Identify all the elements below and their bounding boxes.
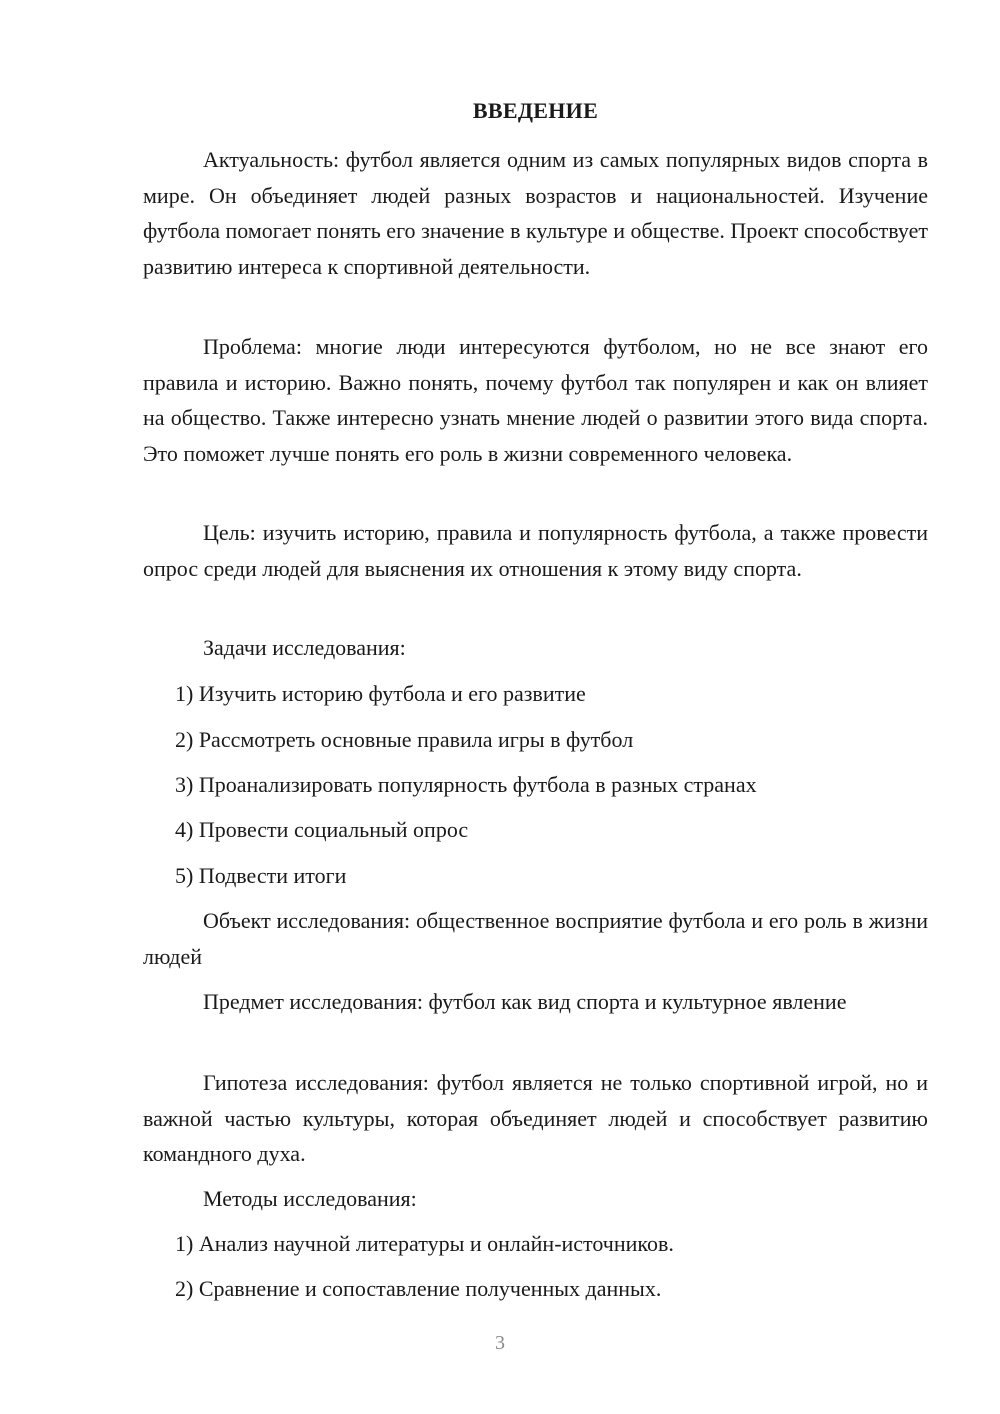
subject-paragraph: Предмет исследования: футбол как вид спорта и культурное явление <box>203 989 847 1014</box>
hypothesis-paragraph: Гипотеза исследования: футбол является не только спортивной игрой, но и важной частью культуры, которая объединяет людей и способствует развитию командного духа. <box>143 1070 928 1166</box>
page-number: 3 <box>495 1332 505 1354</box>
goal-paragraph: Цель: изучить историю, правила и популярность футбола, а также провести опрос среди людей для выяснения их отношения к этому виду спорта. <box>143 520 928 581</box>
task-item: 4) Провести социальный опрос <box>175 817 469 842</box>
problem-paragraph: Проблема: многие люди интересуются футболом, но не все знают его правила и историю. Важно понять, почему футбол так популярен и как он влияет на общество. Также интересно узнать мнение людей о развитии этого вида спорта. Это поможет лучше понять его роль в жизни современного человека. <box>143 334 928 466</box>
method-item: 1) Анализ научной литературы и онлайн-источников. <box>175 1231 674 1256</box>
task-item: 5) Подвести итоги <box>175 863 347 888</box>
task-item: 3) Проанализировать популярность футбола в разных странах <box>175 772 757 797</box>
method-item: 2) Сравнение и сопоставление полученных данных. <box>175 1276 662 1301</box>
relevance-paragraph: Актуальность: футбол является одним из самых популярных видов спорта в мире. Он объединяет людей разных возрастов и национальностей. Изучение футбола помогает понять его значение в культуре и обществе. Проект способствует развитию интереса к спортивной деятельности. <box>143 147 928 279</box>
section-heading: ВВЕДЕНИЕ <box>472 98 599 123</box>
tasks-label: Задачи исследования: <box>203 635 406 660</box>
task-item: 1) Изучить историю футбола и его развитие <box>175 681 586 706</box>
methods-label: Методы исследования: <box>203 1186 417 1211</box>
task-item: 2) Рассмотреть основные правила игры в футбол <box>175 727 634 752</box>
object-paragraph: Объект исследования: общественное восприятие футбола и его роль в жизни людей <box>143 908 928 969</box>
